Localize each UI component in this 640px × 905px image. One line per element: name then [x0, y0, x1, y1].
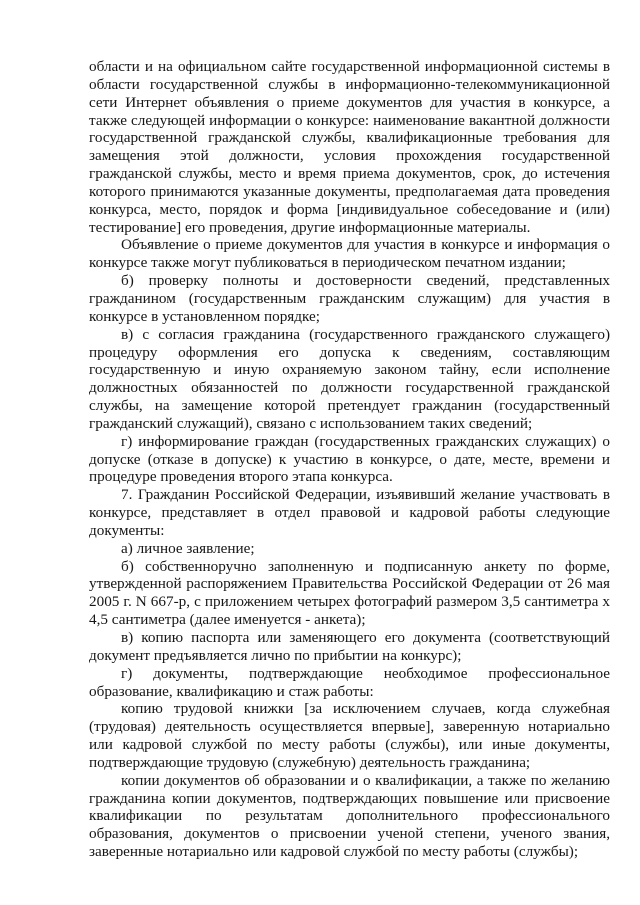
paragraph-item-v-clearance: в) с согласия гражданина (государственного гражданского служащего) процедуру оформления его допуска к сведениям, составляющим государственную и иную охраняемую законом тайну, если исполнение должностных обязанностей по должности государственной гражданской службы, на замещение которой претендует гражданин (государственный гражданский служащий), связано с использованием таких сведений; [89, 325, 610, 432]
paragraph-item-v-passport: в) копию паспорта или заменяющего его документа (соответствующий документ предъявляется лично по прибытии на конкурс); [89, 629, 610, 664]
paragraph-item-b-verification: б) проверку полноты и достоверности сведений, представленных гражданином (государственным гражданским служащим) для участия в конкурсе в установленном порядке; [89, 272, 610, 325]
paragraph-announcement-publication: области и на официальном сайте государственной информационной системы в области государственной службы в информационно-телекоммуникационной сети Интернет объявления о приеме документов для участия в конкурсе, а также следующей информации о конкурсе: наименование вакантной должности государственной гражданской службы, квалификационные требования для замещения этой должности, условия прохождения государственной гражданской службы, место и время приема документов, срок, до истечения которого принимаются указанные документы, предполагаемая дата проведения конкурса, место, порядок и форма [индивидуальное собеседование и (или) тестирование] его проведения, другие информационные материалы. [89, 58, 610, 236]
document-page [89, 58, 610, 861]
paragraph-periodical-publication: Объявление о приеме документов для участия в конкурсе и информация о конкурсе также могут публиковаться в периодическом печатном издании; [89, 236, 610, 272]
paragraph-work-record-copy: копию трудовой книжки [за исключением случаев, когда служебная (трудовая) деятельность осуществляется впервые], заверенную нотариально или кадровой службой по месту работы (службы), или иные документы, подтверждающие трудовую (служебную) деятельность гражданина; [89, 700, 610, 771]
paragraph-item-a-application: а) личное заявление; [121, 539, 255, 557]
paragraph-item-g-informing: г) информирование граждан (государственных гражданских служащих) о допуске (отказе в допуске) к участию в конкурсе, о дате, месте, времени и процедуре проведения второго этапа конкурса. [89, 432, 610, 486]
paragraph-item-b-questionnaire: б) собственноручно заполненную и подписанную анкету по форме, утвержденной распоряжением Правительства Российской Федерации от 26 мая 2005 г. N 667-р, с приложением четырех фотографий размером 3,5 сантиметра х 4,5 сантиметра (далее именуется - анкета); [89, 557, 610, 629]
paragraph-item-g-documents: г) документы, подтверждающие необходимое профессиональное образование, квалификацию и стаж работы: [89, 664, 610, 700]
paragraph-education-copies: копии документов об образовании и о квалификации, а также по желанию гражданина копии документов, подтверждающих повышение или присвоение квалификации по результатам дополнительного профессионального образования, документов о присвоении ученой степени, ученого звания, заверенные нотариально или кадровой службой по месту работы (службы); [89, 771, 610, 861]
paragraph-section-7: 7. Гражданин Российской Федерации, изъявивший желание участвовать в конкурсе, представляет в отдел правовой и кадровой работы следующие документы: [89, 486, 610, 539]
